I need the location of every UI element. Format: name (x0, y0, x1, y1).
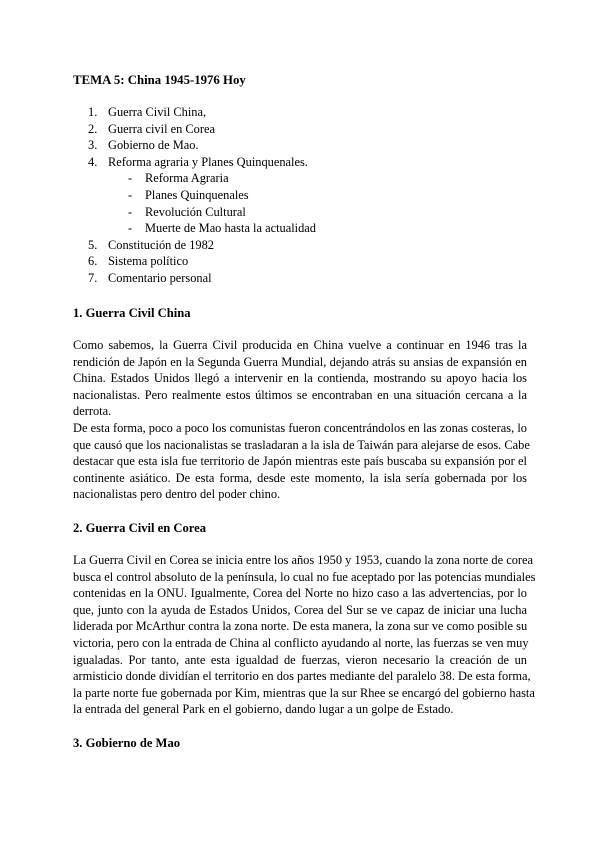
text-line: Como sabemos, la Guerra Civil producida en China vuelve a continuar en 1946 tras la (73, 338, 527, 352)
toc-item: 4. Reforma agraria y Planes Quinquenales. (88, 154, 308, 169)
paragraph (73, 552, 536, 718)
toc-item: 5. Constitución de 1982 (88, 237, 215, 252)
toc-item: 3. Gobierno de Mao. (88, 138, 199, 153)
text-line: De esta forma, poco a poco los comunistas fueron concentrándolos en las zonas costeras, lo (73, 420, 527, 435)
toc-item: 2. Guerra civil en Corea (88, 121, 215, 136)
text-line: que, junto con la ayuda de Estados Unidos, Corea del Sur se ve capaz de iniciar una lucha (73, 602, 527, 617)
toc-item-label: Gobierno de Mao. (108, 138, 199, 153)
toc-subitem: - Reforma Agraria (128, 171, 229, 186)
toc-item-label: Constitución de 1982 (108, 237, 215, 252)
text-line: destacar que esta isla fue territorio de Japón mientras este país buscaba su expansión por el (73, 454, 527, 469)
section-heading: 2. Guerra Civil en Corea (73, 521, 207, 535)
text-line: derrota. (73, 404, 112, 419)
toc-item: 1. Guerra Civil China, (88, 105, 207, 119)
text-line: armisticio donde dividían el territorio en dos partes mediante del paralelo 38. De esta forma, (73, 669, 531, 684)
text-line: contenidas en la ONU. Igualmente, Corea del Norte no hizo caso a las advertencias, por lo (73, 586, 527, 601)
text-line: China. Estados Unidos llegó a intervenir en la contienda, mostrando su apoyo hacia los (73, 371, 527, 386)
text-line: la parte norte fue gobernada por Kim, mientras que la sur Rhee se encargó del gobierno hasta (73, 685, 535, 700)
toc-item-label: Comentario personal (108, 270, 212, 285)
paragraph (73, 337, 530, 503)
toc-subitem: - Muerte de Mao hasta la actualidad (128, 221, 316, 236)
toc-item-label: Guerra Civil China, (108, 105, 207, 119)
toc-subitem-label: Revolución Cultural (145, 204, 246, 219)
toc-subitem: - Revolución Cultural (128, 204, 246, 219)
text-line: busca el control absoluto de la península, lo cual no fue aceptado por las potencias mundiales (73, 569, 536, 584)
toc-subitem-label: Planes Quinquenales (145, 187, 249, 202)
toc-item-label: Guerra civil en Corea (108, 121, 215, 136)
text-line: liderada por McArthur contra la zona norte. De esta manera, la zona sur ve como posible su (73, 619, 528, 634)
text-line: nacionalistas pero dentro del poder chino. (73, 487, 281, 502)
toc-item: 7. Comentario personal (88, 270, 212, 285)
toc-subitem-label: Muerte de Mao hasta la actualidad (145, 221, 316, 236)
text-line: igualadas. Por tanto, ante esta igualdad de fuerzas, vieron necesario la creación de un (73, 652, 527, 667)
text-line: nacionalistas. Pero realmente estos últimos se encontraban en una situación cercana a la (73, 387, 527, 402)
table-of-contents (88, 104, 508, 287)
text-line: la entrada del general Park en el gobierno, dando lugar a un golpe de Estado. (73, 702, 454, 717)
document-title: TEMA 5: China 1945-1976 Hoy (73, 73, 246, 87)
toc-item: 6. Sistema político (88, 254, 189, 269)
text-line: victoria, pero con la entrada de China al conflicto ayudando al norte, las fuerzas se ven muy (73, 635, 529, 650)
text-line: rendición de Japón en la Segunda Guerra Mundial, dejando atrás su ansias de expansión en (73, 354, 527, 369)
toc-subitem: - Planes Quinquenales (128, 187, 249, 202)
toc-item-label: Sistema político (108, 254, 189, 269)
section-heading: 3. Gobierno de Mao (73, 736, 181, 750)
toc-subitem-label: Reforma Agraria (145, 171, 229, 186)
toc-item-label: Reforma agraria y Planes Quinquenales. (108, 154, 308, 169)
section-heading: 1. Guerra Civil China (73, 306, 191, 320)
text-line: La Guerra Civil en Corea se inicia entre los años 1950 y 1953, cuando la zona norte de corea (73, 553, 534, 567)
text-line: continente asiático. De esta forma, desde este momento, la isla sería gobernada por los (73, 470, 527, 485)
text-line: que causó que los nacionalistas se trasladaran a la isla de Taiwán para alejarse de esos. Cabe (73, 437, 530, 452)
